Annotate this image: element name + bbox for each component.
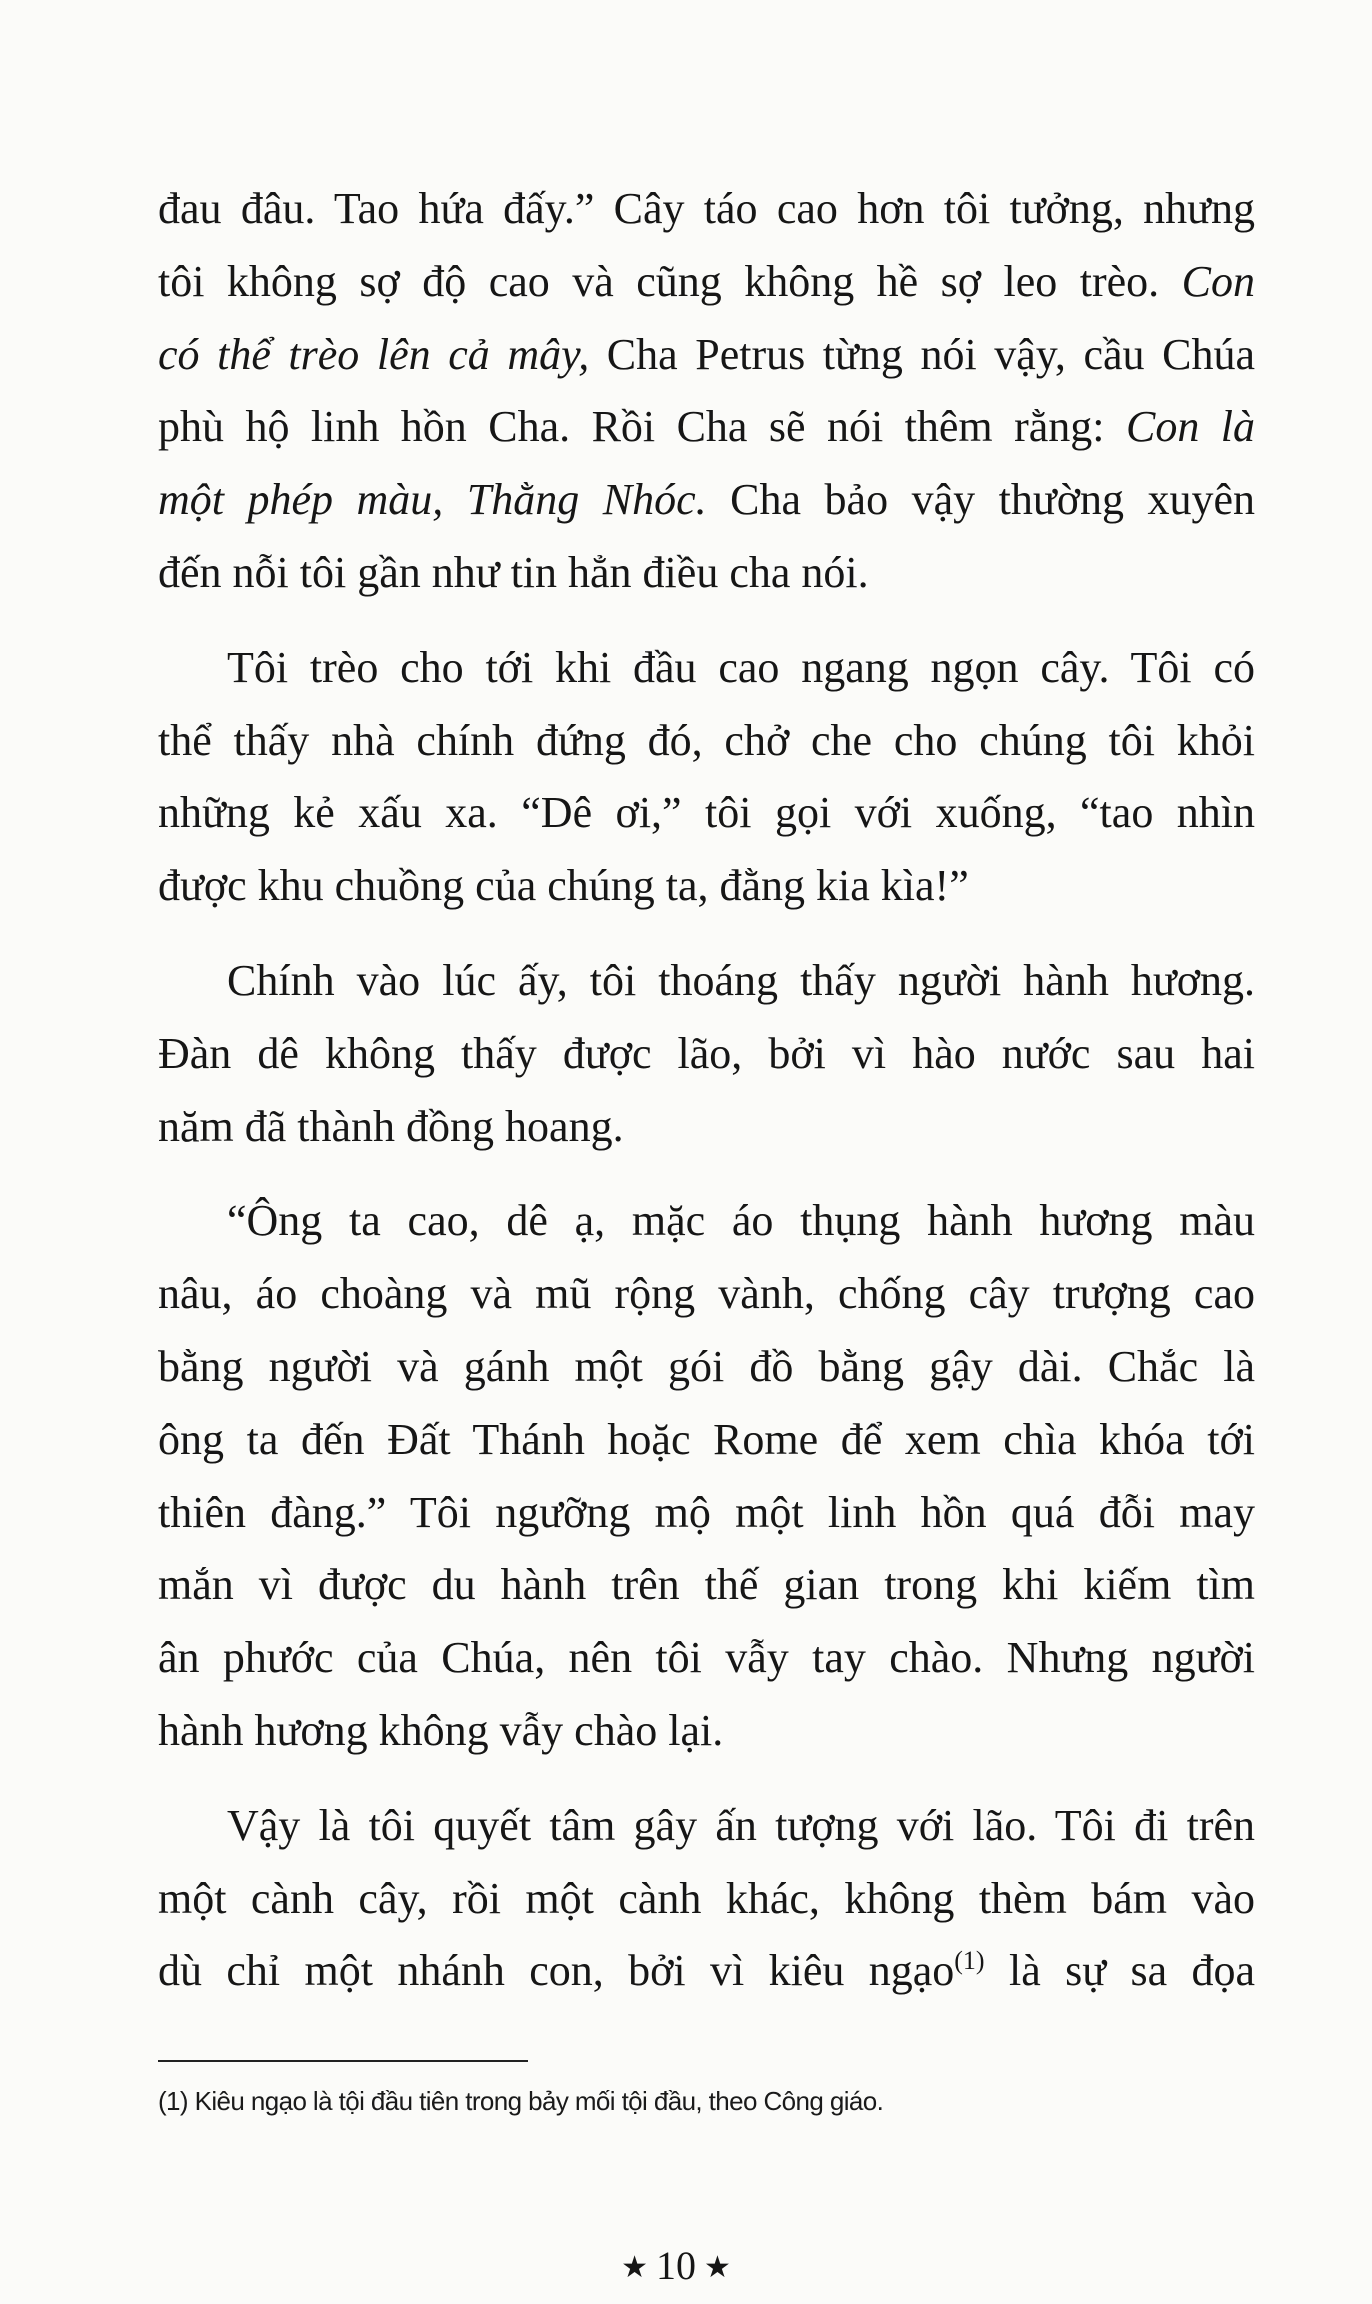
text-segment: đến nỗi tôi gần như tin hẳn điều cha nói.: [158, 547, 869, 597]
text-line: [158, 1018, 1255, 1091]
text-line: [158, 1622, 1255, 1695]
text-line: [158, 173, 1255, 246]
text-segment: được khu chuồng của chúng ta, đằng kia kìa!”: [158, 861, 969, 911]
text-segment: là sự sa đọa: [984, 1946, 1255, 1996]
text-line: [158, 391, 1255, 464]
italic-text: Con: [1181, 256, 1255, 306]
text-line: [158, 777, 1255, 850]
text-line: [158, 1549, 1255, 1622]
text-segment: thể thấy nhà chính đứng đó, chở che cho chúng tôi khỏi: [158, 715, 1255, 765]
text-line: [158, 850, 1255, 923]
text-segment: một cành cây, rồi một cành khác, không thèm bám vào: [158, 1873, 1255, 1923]
text-line: [158, 464, 1255, 537]
body-text: [158, 173, 1255, 2008]
footnote-marker: (1): [954, 1946, 985, 1976]
text-line: [158, 1404, 1255, 1477]
text-segment: Cha bảo vậy thường xuyên: [706, 475, 1255, 525]
text-line: [158, 1477, 1255, 1550]
text-line: [158, 705, 1255, 778]
paragraph: [158, 1790, 1255, 2008]
page-number-value: 10: [656, 2243, 696, 2288]
italic-text: một phép màu, Thằng Nhóc.: [158, 475, 707, 525]
page-number: [0, 2242, 1352, 2289]
text-segment: Vậy là tôi quyết tâm gây ấn tượng với lão. Tôi đi trên: [227, 1800, 1255, 1850]
text-line: [158, 1695, 1255, 1768]
text-line: [158, 1258, 1255, 1331]
text-segment: tôi không sợ độ cao và cũng không hề sợ leo trèo.: [158, 256, 1182, 306]
text-segment: mắn vì được du hành trên thế gian trong khi kiếm tìm: [158, 1560, 1255, 1610]
footnote-divider: [158, 2060, 528, 2062]
text-segment: năm đã thành đồng hoang.: [158, 1101, 624, 1151]
text-segment: những kẻ xấu xa. “Dê ơi,” tôi gọi với xuống, “tao nhìn: [158, 788, 1255, 838]
text-line: [158, 319, 1255, 392]
text-line: [158, 1790, 1255, 1863]
text-segment: Đàn dê không thấy được lão, bởi vì hào nước sau hai: [158, 1028, 1255, 1078]
text-segment: Chính vào lúc ấy, tôi thoáng thấy người hành hương.: [227, 955, 1255, 1005]
text-segment: Cha Petrus từng nói vậy, cầu Chúa: [589, 329, 1256, 379]
text-segment: nâu, áo choàng và mũ rộng vành, chống cây trượng cao: [158, 1269, 1255, 1319]
text-segment: Tôi trèo cho tới khi đầu cao ngang ngọn cây. Tôi có: [227, 642, 1255, 692]
text-line: [158, 1935, 1255, 2008]
text-line: [158, 632, 1255, 705]
text-line: [158, 537, 1255, 610]
paragraph: [158, 173, 1255, 610]
paragraph: [158, 1185, 1255, 1767]
text-segment: “Ông ta cao, dê ạ, mặc áo thụng hành hương màu: [227, 1196, 1255, 1246]
text-line: [158, 1331, 1255, 1404]
star-icon: ★: [704, 2251, 731, 2284]
text-line: [158, 1863, 1255, 1936]
text-segment: ân phước của Chúa, nên tôi vẫy tay chào. Nhưng người: [158, 1633, 1255, 1683]
text-segment: thiên đàng.” Tôi ngưỡng mộ một linh hồn quá đỗi may: [158, 1487, 1255, 1537]
text-line: [158, 1091, 1255, 1164]
text-segment: ông ta đến Đất Thánh hoặc Rome để xem chìa khóa tới: [158, 1414, 1255, 1464]
text-line: [158, 945, 1255, 1018]
text-segment: bằng người và gánh một gói đồ bằng gậy dài. Chắc là: [158, 1341, 1255, 1391]
text-line: [158, 246, 1255, 319]
italic-text: có thể trèo lên cả mây,: [158, 329, 590, 379]
text-segment: đau đâu. Tao hứa đấy.” Cây táo cao hơn tôi tưởng, nhưng: [158, 184, 1255, 233]
footnote: (1) Kiêu ngạo là tội đầu tiên trong bảy mối tội đầu, theo Công giáo.: [158, 2086, 884, 2116]
text-segment: dù chỉ một nhánh con, bởi vì kiêu ngạo: [158, 1946, 955, 1996]
star-icon: ★: [621, 2251, 648, 2284]
text-segment: hành hương không vẫy chào lại.: [158, 1705, 724, 1755]
text-line: [158, 1185, 1255, 1258]
paragraph: [158, 945, 1255, 1163]
italic-text: Con là: [1125, 402, 1255, 452]
text-segment: phù hộ linh hồn Cha. Rồi Cha sẽ nói thêm rằng:: [158, 402, 1126, 452]
paragraph: [158, 632, 1255, 923]
